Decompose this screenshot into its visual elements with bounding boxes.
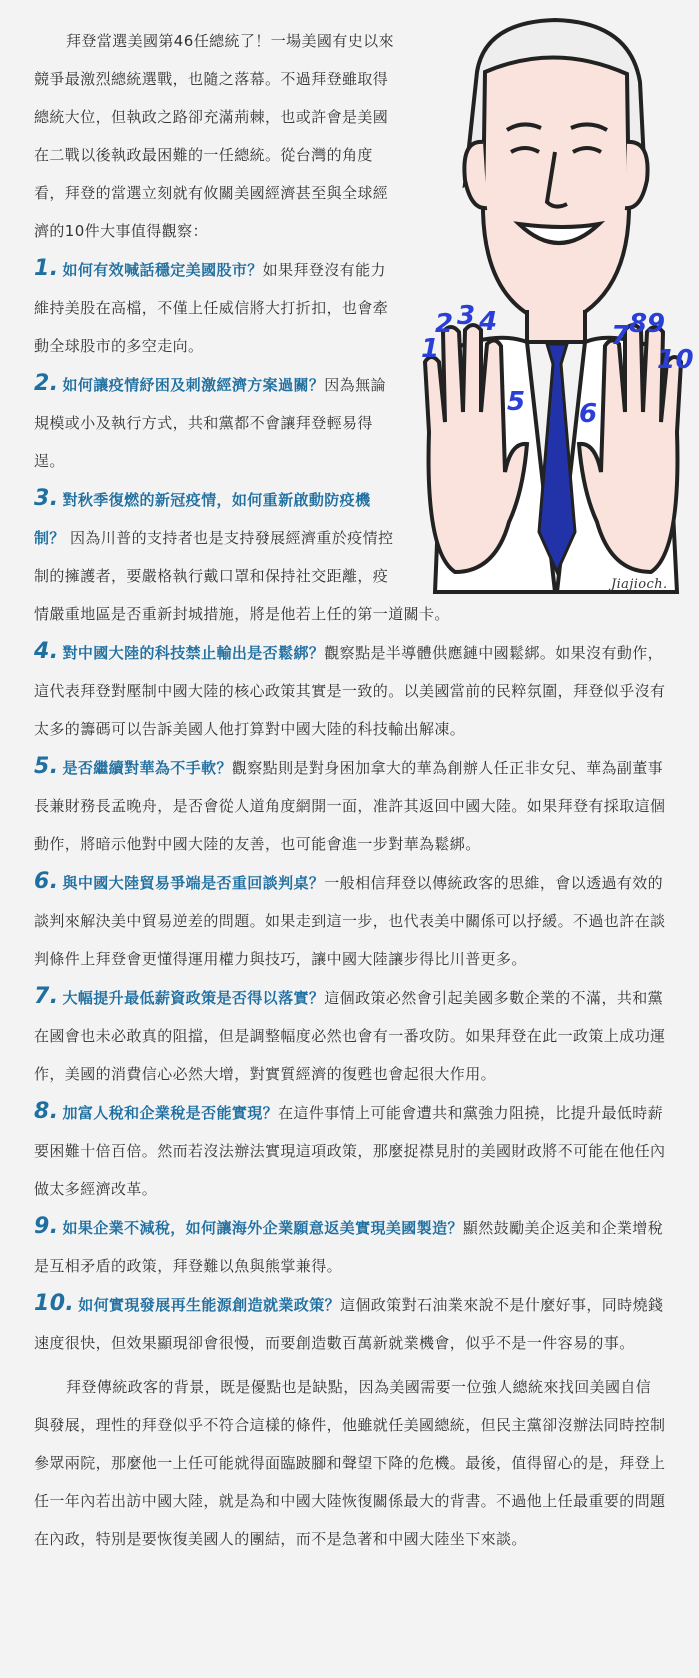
item-question: 如何讓疫情紓困及刺激經濟方案過關？: [62, 376, 325, 394]
closing-paragraph: 拜登傳統政客的背景，既是優點也是缺點，因為美國需要一位強人總統來找回美國自信與發展，理性的拜登似乎不符合這樣的條件，他雖就任美國總統，但民主黨卻沒辦法同時控制參眾兩院，那麼他一上任可能就得面臨跛腳和聲望下降的危機。最後，值得留心的是，拜登上任一年內若出訪中國大陸，就是為和中國大陸恢復關係最大的背書。不過他上任最重要的問題在內政，特別是要恢復美國人的團結，而不是急著和中國大陸坐下來談。: [34, 1378, 666, 1548]
list-item: [34, 633, 666, 748]
item-body: 觀察點是半導體供應鏈中國鬆綁。如果沒有動作，這代表拜登對壓制中國大陸的核心政策其實是一致的。以美國當前的民粹氛圍，拜登似乎沒有太多的籌碼可以告訴美國人他打算對中國大陸的科技輸出解凍。: [34, 644, 666, 738]
item-number: 1.: [34, 256, 59, 281]
list-item: [34, 863, 666, 978]
list-item: [34, 1285, 666, 1362]
item-number: 6.: [34, 869, 59, 894]
item-question: 如何實現發展再生能源創造就業政策？: [78, 1296, 340, 1314]
item-body: 因為川普的支持者也是支持發展經濟重於疫情控制的擁護者，要嚴格執行戴口罩和保持社交距離，疫情嚴重地區是否重新封城措施，將是他若上任的第一道關卡。: [34, 529, 450, 623]
item-question: 加富人稅和企業稅是否能實現？: [62, 1104, 279, 1122]
item-body: 如果拜登沒有能力維持美股在高檔，不僅上任威信將大打折扣，也會牽動全球股市的多空走向。: [34, 261, 389, 355]
finger-number-10: 10: [657, 345, 694, 375]
item-body: 這個政策必然會引起美國多數企業的不滿，共和黨在國會也未必敢真的阻擋，但是調整幅度必然也會有一番攻防。如果拜登在此一政策上成功運作，美國的消費信心必然大增，對實質經濟的復甦也會起很大作用。: [34, 989, 666, 1083]
biden-illustration: [415, 12, 694, 592]
intro-paragraph: 拜登當選美國第46任總統了！一場美國有史以來競爭最激烈總統選戰，也隨之落幕。不過拜登雖取得總統大位，但執政之路卻充滿荊棘，也或許會是美國在二戰以後執政最困難的一任總統。從台灣的角度看，拜登的當選立刻就有攸關美國經濟甚至與全球經濟的10件大事值得觀察：: [34, 32, 394, 240]
list-item: [34, 748, 666, 863]
item-body: 顯然鼓勵美企返美和企業增稅是互相矛盾的政策，拜登難以魚與熊掌兼得。: [34, 1219, 664, 1275]
item-number: 8.: [34, 1099, 59, 1124]
item-number: 7.: [34, 984, 59, 1009]
artist-signature: Jiajioch.: [611, 577, 668, 592]
item-number: 10.: [34, 1291, 75, 1316]
item-question: 大幅提升最低薪資政策是否得以落實？: [62, 989, 325, 1007]
list-item: [34, 1093, 666, 1208]
item-number: 4.: [34, 639, 59, 664]
finger-number-1: 1: [421, 334, 440, 364]
finger-number-2: 2: [435, 309, 454, 339]
finger-number-3: 3: [457, 301, 476, 331]
finger-number-4: 4: [479, 307, 498, 337]
list-item: [34, 978, 666, 1093]
finger-number-5: 5: [507, 387, 526, 417]
finger-number-9: 9: [647, 309, 666, 339]
item-body: 這個政策對石油業來說不是什麼好事，同時燒錢速度很快，但效果顯現卻會很慢，而要創造數百萬新就業機會，似乎不是一件容易的事。: [34, 1296, 664, 1352]
item-number: 3.: [34, 486, 59, 511]
finger-number-7: 7: [611, 321, 630, 351]
item-number: 2.: [34, 371, 59, 396]
item-question: 與中國大陸貿易爭端是否重回談判桌？: [62, 874, 325, 892]
item-question: 對秋季復燃的新冠疫情，如何重新啟動防疫機制？: [34, 491, 371, 547]
item-number: 5.: [34, 754, 59, 779]
item-body: 一般相信拜登以傳統政客的思維，會以透過有效的談判來解決美中貿易逆差的問題。如果走到這一步，也代表美中關係可以抒緩。不過也許在談判條件上拜登會更懂得運用權力與技巧，讓中國大陸讓步得比川普更多。: [34, 874, 666, 968]
item-number: 9.: [34, 1214, 59, 1239]
article-body: [34, 22, 694, 1558]
item-body: 因為無論規模或小及執行方式，共和黨都不會讓拜登輕易得逞。: [34, 376, 386, 470]
item-question: 是否繼續對華為不手軟？: [62, 759, 232, 777]
biden-caricature-image: [415, 12, 694, 592]
item-body: 在這件事情上可能會遭共和黨強力阻撓，比提升最低時薪要困難十倍百倍。然而若沒法辦法實現這項政策，那麼捉襟見肘的美國財政將不可能在他任內做太多經濟改革。: [34, 1104, 666, 1198]
finger-number-6: 6: [579, 399, 598, 429]
item-question: 如何有效喊話穩定美國股市？: [62, 261, 263, 279]
item-question: 如果企業不減稅，如何讓海外企業願意返美實現美國製造？: [62, 1219, 463, 1237]
item-body: 觀察點則是對身困加拿大的華為創辦人任正非女兒、華為副董事長兼財務長孟晚舟，是否會從人道角度網開一面，准許其返回中國大陸。如果拜登有採取這個動作，將暗示他對中國大陸的友善，也可能會進一步對華為鬆綁。: [34, 759, 666, 853]
item-question: 對中國大陸的科技禁止輸出是否鬆綁？: [62, 644, 325, 662]
finger-number-8: 8: [629, 309, 648, 339]
list-item: [34, 1208, 666, 1285]
